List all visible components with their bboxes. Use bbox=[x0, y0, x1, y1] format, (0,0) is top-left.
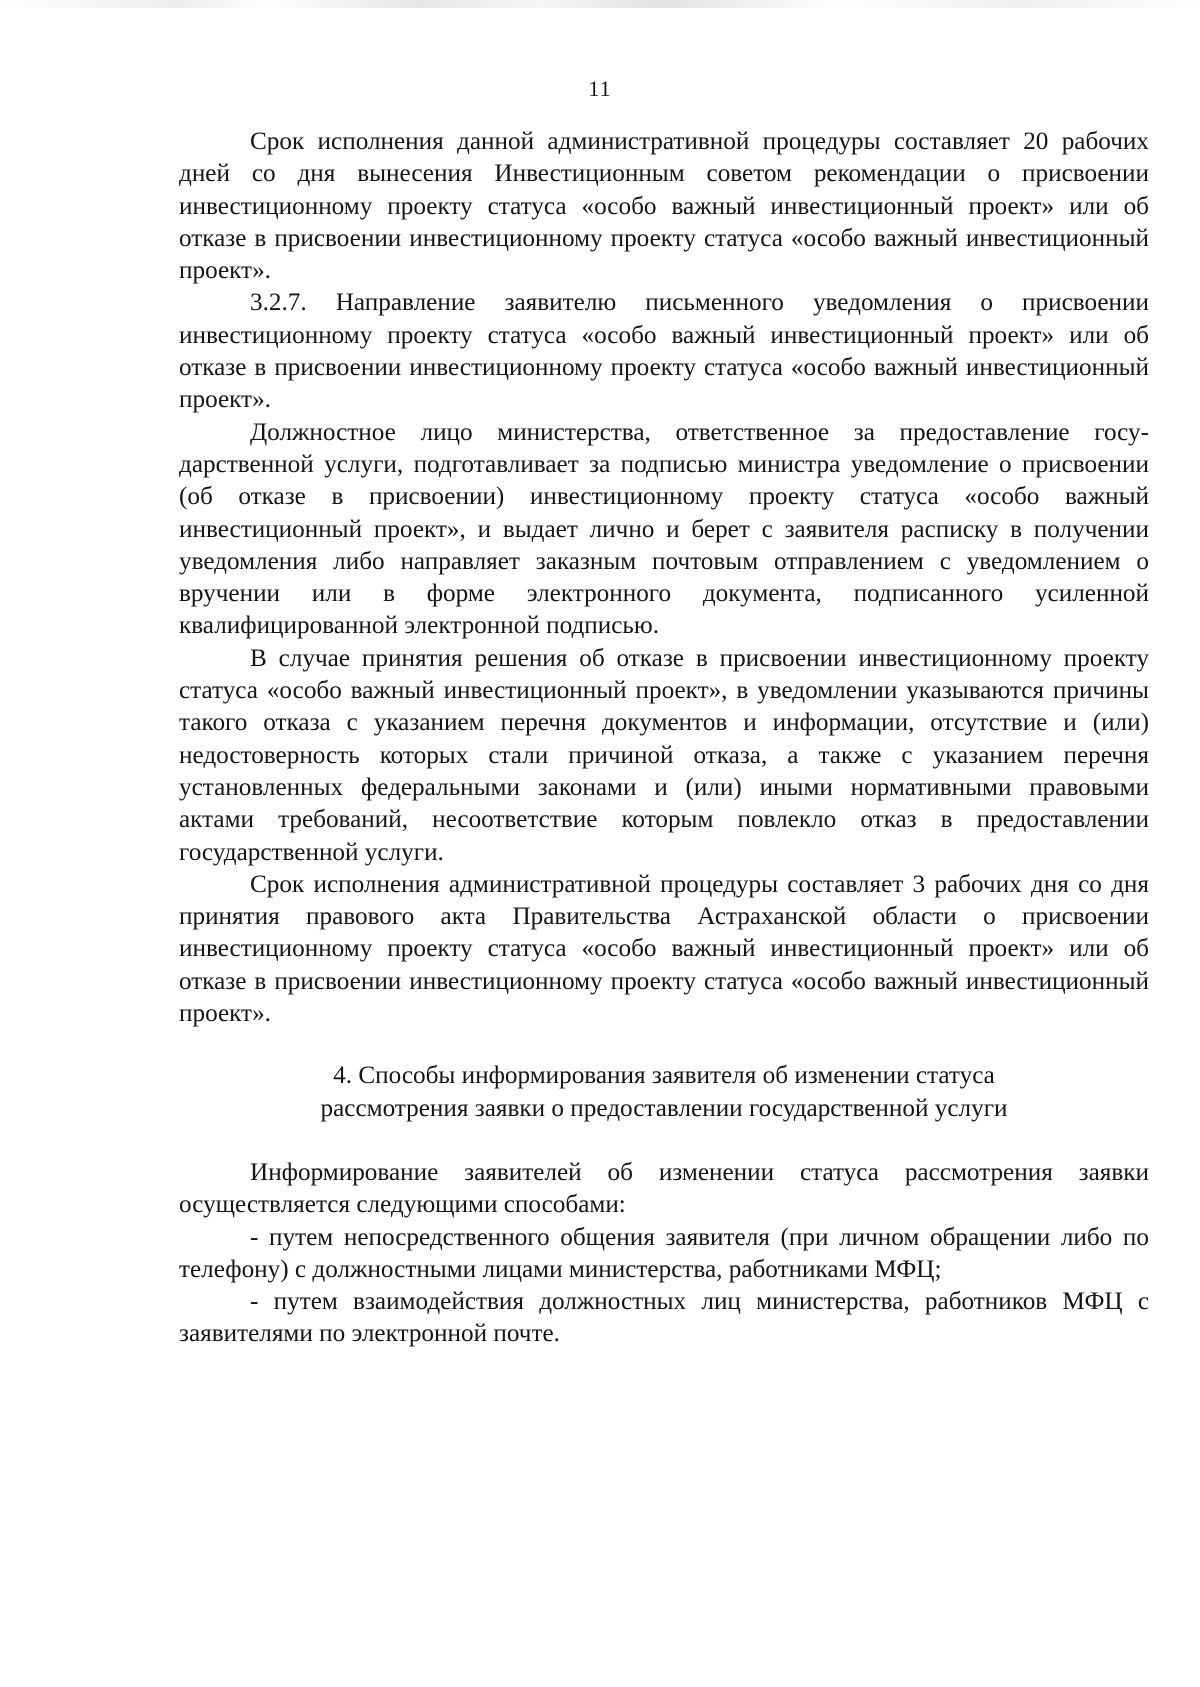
list-item-email-contact: - путем взаимодействия должностных лиц министерства, работников МФЦ с заявителями по электронной почте. bbox=[179, 1288, 1149, 1348]
section-heading-line-1: 4. Способы информирования заявителя об изменении статуса bbox=[333, 1062, 995, 1090]
document-body bbox=[179, 126, 1149, 1351]
page-number: 11 bbox=[588, 76, 612, 101]
section-heading bbox=[179, 1060, 1149, 1125]
list-item-direct-contact: - путем непосредственного общения заявителя (при личном обращении либо по телефону) с должностными лицами министерства, работниками МФЦ; bbox=[179, 1223, 1149, 1283]
paragraph-term-20-days: Срок исполнения данной административной процедуры составляет 20 рабочих дней со дня вынесения Инвестиционным советом рекомендации о присвоении инвестиционному проекту статуса «особо важный инвестиционный проект» или об отказе в присвоении инвестиционному проекту статуса «особо важный инвестиционный проект». bbox=[179, 128, 1149, 285]
section-heading-line-2: рассмотрения заявки о предоставлении государственной услуги bbox=[320, 1094, 1008, 1122]
paragraph-official-notice: Должностное лицо министерства, ответственное за предоставление государственной услуги, подготавливает за подписью министра уведомление о присвоении (об отказе в присвоении) инвестиционному проекту статуса «особо важный инвестиционный проект», и выдает лично и берет с заявителя расписку в получении уведомления либо направляет заказным почтовым отправлением с уведомлением о вручении или в форме электронного документа, подписанного усиленной квалифицированной электронной подписью. bbox=[179, 418, 1149, 640]
paragraph-3-2-7: 3.2.7. Направление заявителю письменного уведомления о присвоении инвестиционному проекту статуса «особо важный инвестиционный проект» или об отказе в присвоении инвестиционному проекту статуса «особо важный инвестиционный проект». bbox=[179, 289, 1149, 414]
paragraph-refusal-reasons: В случае принятия решения об отказе в присвоении инвестиционному проекту статуса «особо важный инвестиционный проект», в уведомлении указываются причины такого отказа с указанием перечня документов и информации, отсутствие и (или) недостоверность которых стали причиной отказа, а также с указанием перечня установленных федеральными законами и (или) иными нормативными правовыми актами требований, несоответствие которым повлекло отказ в предоставлении государственной услуги. bbox=[179, 644, 1149, 866]
paragraph-informing-methods: Информирование заявителей об изменении статуса рассмотрения заявки осуществляется следующими способами: bbox=[179, 1158, 1149, 1219]
scan-top-edge bbox=[0, 0, 1200, 8]
paragraph-term-3-days: Срок исполнения административной процедуры составляет 3 рабочих дня со дня принятия правового акта Правительства Астраханской области о присвоении инвестиционному проекту статуса «особо важный инвестиционный проект» или об отказе в присвоении инвестиционному проекту статуса «особо важный инвестиционный проект». bbox=[179, 870, 1149, 1028]
